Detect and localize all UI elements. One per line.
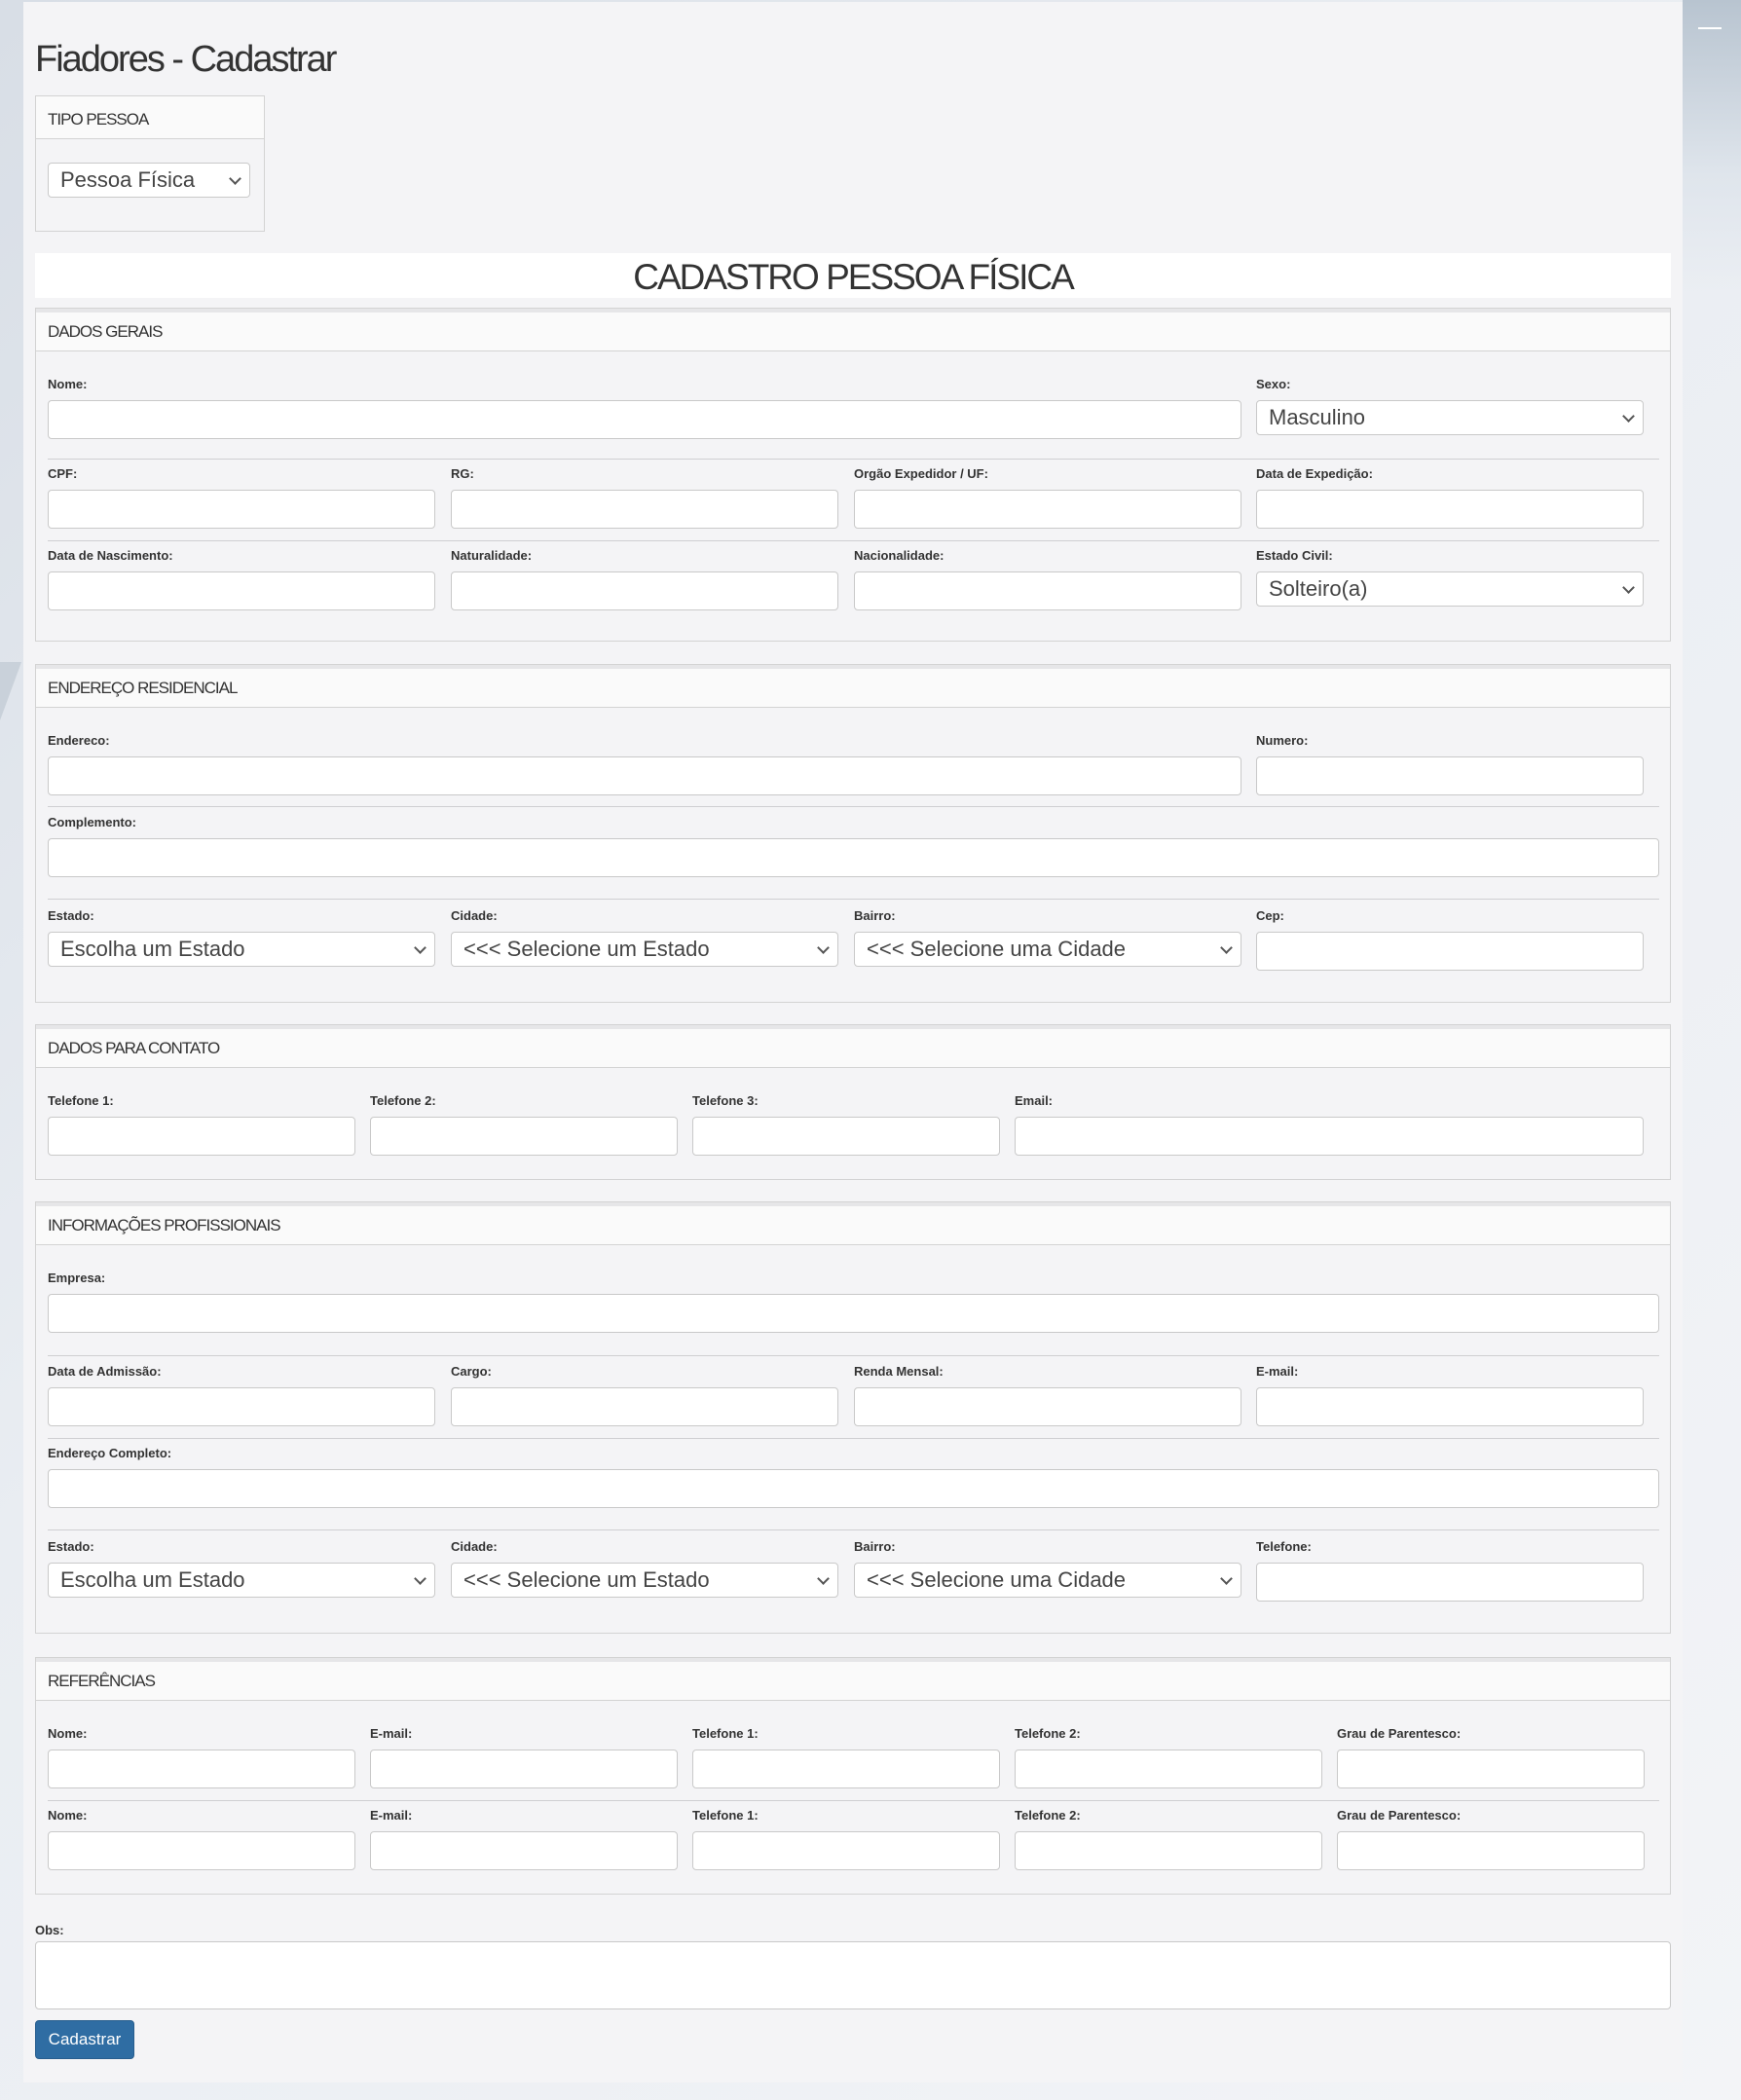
cargo-input[interactable]	[451, 1387, 838, 1426]
renda-label: Renda Mensal:	[854, 1364, 944, 1379]
divider	[48, 1800, 1659, 1801]
cadastrar-button[interactable]: Cadastrar	[35, 2020, 134, 2059]
chevron-down-icon	[1622, 581, 1635, 594]
prof-cidade-value: <<< Selecione um Estado	[463, 1567, 710, 1592]
obs-label: Obs:	[35, 1923, 64, 1937]
tipo-pessoa-select[interactable]	[48, 163, 250, 198]
divider	[48, 1355, 1659, 1356]
prof-bairro-select[interactable]	[854, 1563, 1241, 1598]
form-banner: CADASTRO PESSOA FÍSICA	[35, 253, 1671, 298]
data-nascimento-label: Data de Nascimento:	[48, 548, 173, 563]
endereco-label: Endereco:	[48, 733, 110, 748]
profissional-header: INFORMAÇÕES PROFISSIONAIS	[36, 1202, 1670, 1245]
ref2-email-label: E-mail:	[370, 1808, 413, 1823]
telefone3-input[interactable]	[692, 1117, 1000, 1156]
estado-civil-label: Estado Civil:	[1256, 548, 1333, 563]
ref1-nome-label: Nome:	[48, 1726, 88, 1741]
divider	[48, 1438, 1659, 1439]
estado-civil-value: Solteiro(a)	[1269, 576, 1368, 601]
rg-input[interactable]	[451, 490, 838, 529]
prof-bairro-value: <<< Selecione uma Cidade	[867, 1567, 1127, 1592]
divider	[48, 899, 1659, 900]
data-admissao-label: Data de Admissão:	[48, 1364, 162, 1379]
ref1-nome-input[interactable]	[48, 1750, 355, 1788]
endereco-section	[35, 664, 1671, 1003]
data-admissao-input[interactable]	[48, 1387, 435, 1426]
telefone1-input[interactable]	[48, 1117, 355, 1156]
chevron-down-icon	[229, 172, 241, 185]
ref1-tel1-label: Telefone 1:	[692, 1726, 759, 1741]
cep-input[interactable]	[1256, 932, 1644, 971]
endereco-header: ENDEREÇO RESIDENCIAL	[36, 665, 1670, 708]
prof-telefone-input[interactable]	[1256, 1563, 1644, 1602]
ref2-tel2-input[interactable]	[1015, 1831, 1322, 1870]
endereco-input[interactable]	[48, 756, 1241, 795]
page-title: Fiadores - Cadastrar	[35, 39, 336, 80]
telefone1-label: Telefone 1:	[48, 1093, 114, 1108]
referencias-section	[35, 1657, 1671, 1895]
cidade-select[interactable]	[451, 932, 838, 967]
prof-cidade-select[interactable]	[451, 1563, 838, 1598]
cpf-input[interactable]	[48, 490, 435, 529]
endereco-completo-input[interactable]	[48, 1469, 1659, 1508]
ref1-tel2-input[interactable]	[1015, 1750, 1322, 1788]
contato-section	[35, 1024, 1671, 1180]
cep-label: Cep:	[1256, 908, 1284, 923]
ref2-grau-input[interactable]	[1337, 1831, 1645, 1870]
numero-label: Numero:	[1256, 733, 1309, 748]
prof-email-input[interactable]	[1256, 1387, 1644, 1426]
ref1-grau-input[interactable]	[1337, 1750, 1645, 1788]
cargo-label: Cargo:	[451, 1364, 492, 1379]
obs-textarea[interactable]	[35, 1941, 1671, 2009]
prof-estado-value: Escolha um Estado	[60, 1567, 245, 1592]
divider	[48, 459, 1659, 460]
ref1-tel1-input[interactable]	[692, 1750, 1000, 1788]
prof-bairro-label: Bairro:	[854, 1539, 896, 1554]
chevron-down-icon	[414, 941, 426, 954]
complemento-input[interactable]	[48, 838, 1659, 877]
contato-header: DADOS PARA CONTATO	[36, 1025, 1670, 1068]
dados-gerais-section	[35, 308, 1671, 642]
telefone2-input[interactable]	[370, 1117, 678, 1156]
email-input[interactable]	[1015, 1117, 1644, 1156]
sexo-label: Sexo:	[1256, 377, 1291, 391]
tipo-pessoa-panel	[35, 95, 265, 232]
orgao-label: Orgão Expedidor / UF:	[854, 466, 988, 481]
data-expedicao-input[interactable]	[1256, 490, 1644, 529]
divider	[48, 1529, 1659, 1530]
endereco-completo-label: Endereço Completo:	[48, 1446, 172, 1460]
minimize-icon[interactable]	[1698, 27, 1722, 29]
naturalidade-label: Naturalidade:	[451, 548, 533, 563]
chevron-down-icon	[1220, 941, 1233, 954]
renda-input[interactable]	[854, 1387, 1241, 1426]
data-nascimento-input[interactable]	[48, 571, 435, 610]
ref2-tel1-input[interactable]	[692, 1831, 1000, 1870]
prof-cidade-label: Cidade:	[451, 1539, 498, 1554]
cidade-label: Cidade:	[451, 908, 498, 923]
chevron-down-icon	[414, 1572, 426, 1585]
tipo-pessoa-value: Pessoa Física	[60, 167, 196, 192]
bairro-label: Bairro:	[854, 908, 896, 923]
dados-gerais-header: DADOS GERAIS	[36, 309, 1670, 351]
profissional-section	[35, 1201, 1671, 1634]
bairro-select[interactable]	[854, 932, 1241, 967]
prof-estado-label: Estado:	[48, 1539, 94, 1554]
cidade-value: <<< Selecione um Estado	[463, 937, 710, 961]
prof-estado-select[interactable]	[48, 1563, 435, 1598]
tipo-pessoa-header: TIPO PESSOA	[36, 96, 264, 139]
ref1-email-input[interactable]	[370, 1750, 678, 1788]
orgao-input[interactable]	[854, 490, 1241, 529]
chevron-down-icon	[817, 1572, 830, 1585]
empresa-label: Empresa:	[48, 1271, 106, 1285]
chevron-down-icon	[817, 941, 830, 954]
nacionalidade-input[interactable]	[854, 571, 1241, 610]
telefone3-label: Telefone 3:	[692, 1093, 759, 1108]
nome-input[interactable]	[48, 400, 1241, 439]
ref1-email-label: E-mail:	[370, 1726, 413, 1741]
background-decoration-left	[0, 662, 21, 720]
bairro-value: <<< Selecione uma Cidade	[867, 937, 1127, 961]
ref2-nome-input[interactable]	[48, 1831, 355, 1870]
ref2-grau-label: Grau de Parentesco:	[1337, 1808, 1462, 1823]
estado-civil-select[interactable]	[1256, 571, 1644, 607]
numero-input[interactable]	[1256, 756, 1644, 795]
chevron-down-icon	[1622, 410, 1635, 423]
ref2-nome-label: Nome:	[48, 1808, 88, 1823]
cpf-label: CPF:	[48, 466, 78, 481]
divider	[48, 540, 1659, 541]
ref2-tel1-label: Telefone 1:	[692, 1808, 759, 1823]
estado-label: Estado:	[48, 908, 94, 923]
empresa-input[interactable]	[48, 1294, 1659, 1333]
complemento-label: Complemento:	[48, 815, 136, 829]
ref1-tel2-label: Telefone 2:	[1015, 1726, 1081, 1741]
ref2-email-input[interactable]	[370, 1831, 678, 1870]
nacionalidade-label: Nacionalidade:	[854, 548, 945, 563]
prof-email-label: E-mail:	[1256, 1364, 1299, 1379]
data-expedicao-label: Data de Expedição:	[1256, 466, 1373, 481]
sexo-value: Masculino	[1269, 405, 1366, 429]
rg-label: RG:	[451, 466, 474, 481]
ref2-tel2-label: Telefone 2:	[1015, 1808, 1081, 1823]
email-label: Email:	[1015, 1093, 1054, 1108]
referencias-header: REFERÊNCIAS	[36, 1658, 1670, 1701]
background-decoration	[1683, 0, 1741, 292]
naturalidade-input[interactable]	[451, 571, 838, 610]
estado-select[interactable]	[48, 932, 435, 967]
estado-value: Escolha um Estado	[60, 937, 245, 961]
divider	[48, 806, 1659, 807]
chevron-down-icon	[1220, 1572, 1233, 1585]
sexo-select[interactable]	[1256, 400, 1644, 435]
page-container	[23, 2, 1683, 2082]
telefone2-label: Telefone 2:	[370, 1093, 436, 1108]
ref1-grau-label: Grau de Parentesco:	[1337, 1726, 1462, 1741]
prof-telefone-label: Telefone:	[1256, 1539, 1312, 1554]
nome-label: Nome:	[48, 377, 88, 391]
